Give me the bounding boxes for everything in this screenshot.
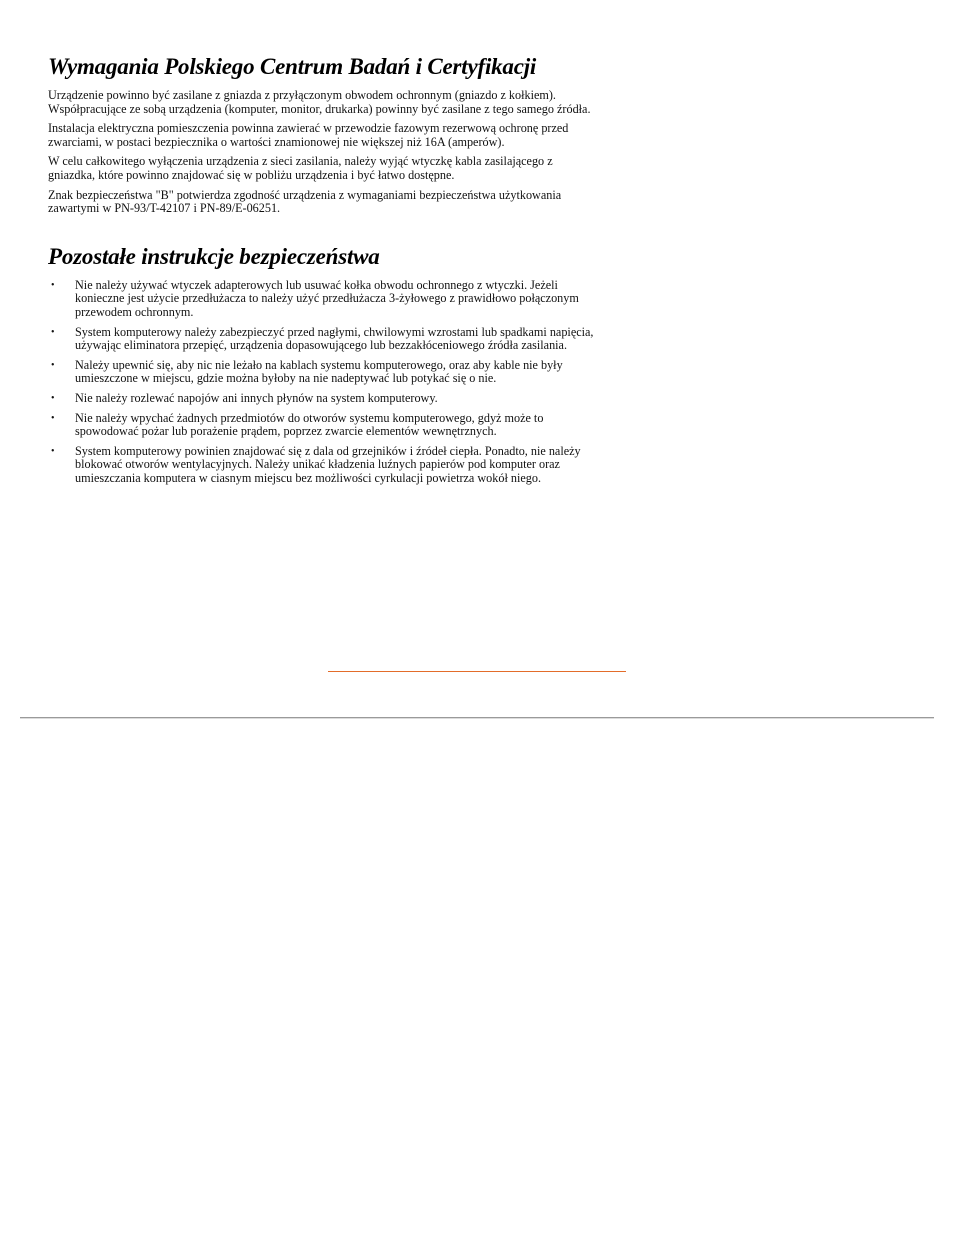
section-heading-pcbc: Wymagania Polskiego Centrum Badań i Certyfikacji [48,54,537,79]
list-item [48,279,596,320]
safety-instructions-list [48,279,596,486]
list-item-text: Nie należy wpychać żadnych przedmiotów do otworów systemu komputerowego, gdyż może to spowodować pożar lub porażenie prądem, poprzez zwarcie elementów wewnętrznych. [75,410,544,439]
paragraph-grounded-socket: Urządzenie powinno być zasilane z gniazda z przyłączonym obwodem ochronnym (gniazdo z kołkiem). Współpracujące ze sobą urządzenia (komputer, monitor, drukarka) powinny być zasilane z tego samego źródła. [48,88,591,116]
page-divider [20,717,934,719]
section-other-safety-instructions [48,242,596,486]
list-item [48,412,596,439]
list-item [48,326,596,353]
orange-separator-line [328,671,626,672]
bullet-icon: • [51,445,55,457]
list-item [48,445,596,486]
section-pcbc-requirements [48,52,596,216]
list-item-text: System komputerowy należy zabezpieczyć przed nagłymi, chwilowymi wzrostami lub spadkami napięcia, używając eliminatora przepięć, urządzenia dopasowującego lub bezzakłóceniowego źródła zasilania. [75,324,594,353]
bullet-icon: • [51,279,55,291]
list-item-text: Należy upewnić się, aby nic nie leżało na kablach systemu komputerowego, oraz aby kable nie były umieszczone w miejscu, gdzie można byłoby na nie nadeptywać lub potykać się o nie. [75,357,563,386]
list-item [48,392,596,406]
paragraph-power-disconnect: W celu całkowitego wyłączenia urządzenia z sieci zasilania, należy wyjąć wtyczkę kabla zasilającego z gniazdka, które powinno znajdować się w pobliżu urządzenia i być łatwo dostępne. [48,154,553,182]
list-item-text: Nie należy używać wtyczek adapterowych lub usuwać kołka obwodu ochronnego z wtyczki. Jeżeli konieczne jest użycie przedłużacza to należy użyć przedłużacza 3-żyłowego z prawidłowo połączonym przewodem ochronnym. [75,277,579,319]
bullet-icon: • [51,326,55,338]
list-item-text: Nie należy rozlewać napojów ani innych płynów na system komputerowy. [75,390,438,405]
document-content [48,52,596,491]
bullet-icon: • [51,392,55,404]
list-item [48,359,596,386]
bullet-icon: • [51,412,55,424]
paragraph-b-safety-mark: Znak bezpieczeństwa "B" potwierdza zgodność urządzenia z wymaganiami bezpieczeństwa użytkowania zawartymi w PN-93/T-42107 i PN-89/E-06251. [48,187,562,216]
section-heading-other-safety: Pozostałe instrukcje bezpieczeństwa [48,243,380,269]
bullet-icon: • [51,359,55,371]
paragraph-fuse-protection: Instalacja elektryczna pomieszczenia powinna zawierać w przewodzie fazowym rezerwową ochronę przed zwarciami, w postaci bezpiecznika o wartości znamionowej nie większej niż 16A (amperów). [48,121,569,149]
list-item-text: System komputerowy powinien znajdować się z dala od grzejników i źródeł ciepła. Ponadto, nie należy blokować otworów wentylacyjnych. Należy unikać kładzenia luźnych papierów pod komputer oraz umieszczania komputera w ciasnym miejscu bez możliwości cyrkulacji powietrza wokół niego. [75,443,581,485]
